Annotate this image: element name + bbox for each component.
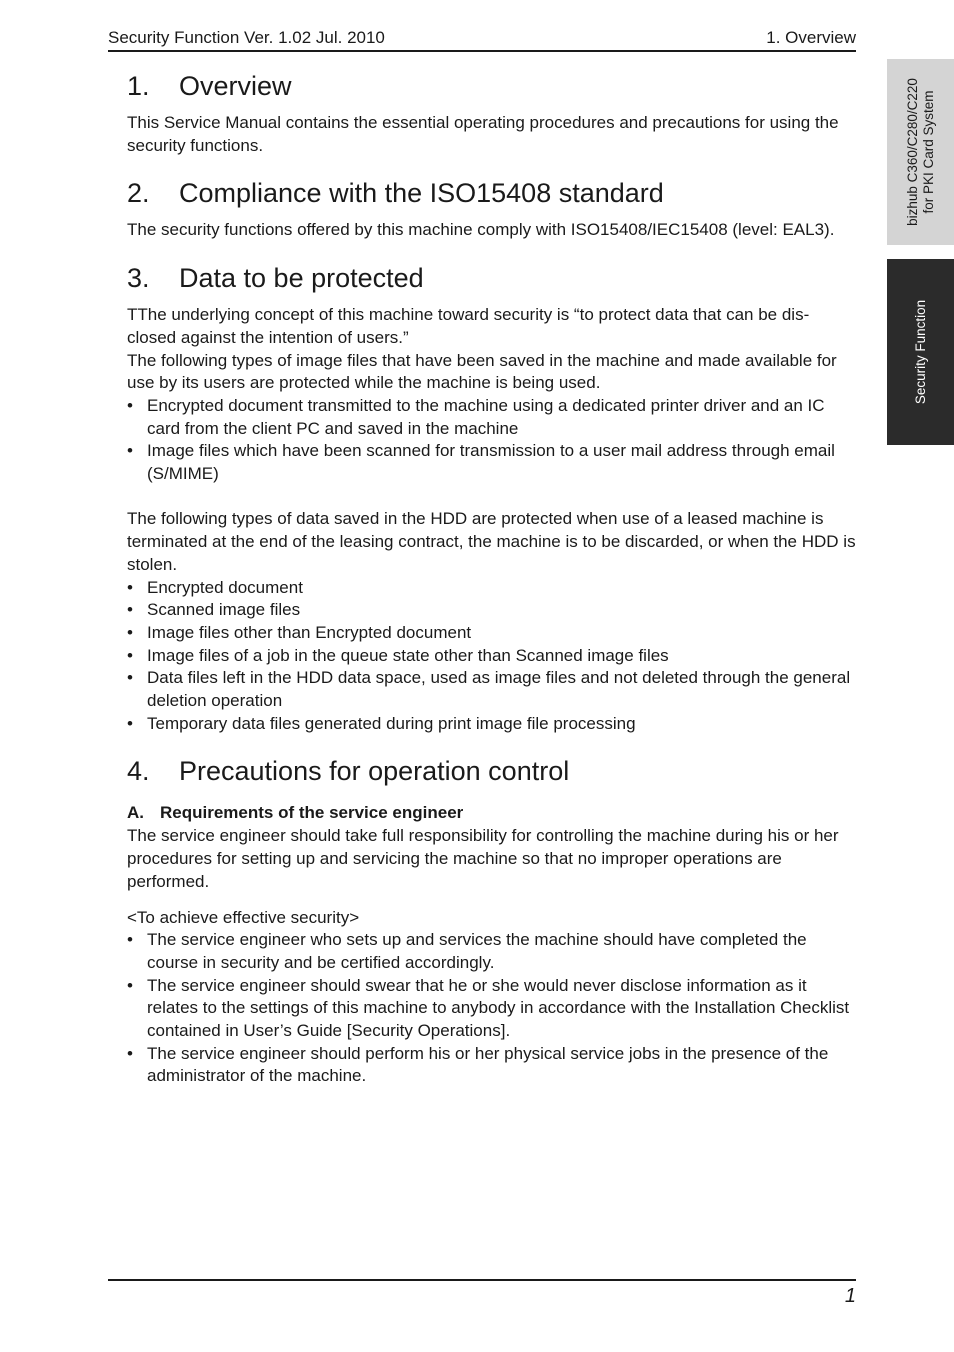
paragraph: <To achieve effective security> bbox=[127, 907, 360, 927]
paragraph: The security functions offered by this machine comply with ISO15408/IEC15408 (level: EAL3). bbox=[127, 220, 835, 240]
section-data-protected bbox=[127, 258, 857, 735]
page-content bbox=[127, 66, 857, 1088]
paragraph: The following types of image files that have been saved in the machine and made available for use by its users are protected while the machine is being used. bbox=[127, 350, 837, 393]
bullet-list bbox=[127, 395, 857, 486]
section-title: Overview bbox=[179, 71, 292, 101]
section-compliance bbox=[127, 173, 857, 242]
footer-rule bbox=[108, 1279, 856, 1281]
side-tab-section[interactable] bbox=[887, 259, 954, 445]
side-tab-model-line1: bizhub C360/C280/C220 bbox=[904, 78, 920, 226]
page-number: 1 bbox=[844, 1285, 856, 1307]
section-heading bbox=[127, 751, 857, 791]
section-title: Compliance with the ISO15408 standard bbox=[179, 178, 664, 209]
side-tab-model-label bbox=[905, 78, 937, 226]
side-tab-model[interactable] bbox=[887, 59, 954, 245]
list-item: • The service engineer should perform his or her physical service jobs in the presence of the administrator of the machine. bbox=[127, 1043, 857, 1088]
subsection-title: Requirements of the service engineer bbox=[160, 803, 464, 823]
section-heading bbox=[127, 66, 857, 106]
list-item: • Scanned image files bbox=[127, 599, 857, 622]
bullet-list bbox=[127, 929, 857, 1088]
section-heading bbox=[127, 173, 857, 213]
list-item: • The service engineer should swear that he or she would never disclose information as it relates to the settings of this machine to anybody in accordance with the Installation Checklist contained in User’s Guide [Security Operations]. bbox=[127, 975, 857, 1043]
bullet-list bbox=[127, 577, 857, 736]
list-item: • Image files of a job in the queue state other than Scanned image files bbox=[127, 645, 857, 668]
section-number: 2. bbox=[127, 178, 150, 209]
paragraph: The following types of data saved in the HDD are protected when use of a leased machine is terminated at the end of the leasing contract, the machine is to be discarded, or when the HDD is stolen. bbox=[127, 509, 856, 574]
paragraph: This Service Manual contains the essential operating procedures and precautions for using the security functions. bbox=[127, 113, 839, 155]
list-item: • Temporary data files generated during print image file processing bbox=[127, 713, 857, 736]
side-tab-model-line2: for PKI Card System bbox=[920, 90, 936, 214]
section-title: Data to be protected bbox=[179, 263, 424, 294]
section-number: 1. bbox=[127, 71, 150, 101]
section-heading bbox=[127, 258, 857, 298]
header-chapter-title: 1. Overview bbox=[766, 28, 856, 47]
section-overview bbox=[127, 66, 857, 157]
list-item: • Encrypted document bbox=[127, 577, 857, 600]
list-item: • Encrypted document transmitted to the machine using a dedicated printer driver and an IC card from the client PC and saved in the machine bbox=[127, 395, 857, 440]
section-precautions bbox=[127, 751, 857, 1088]
subsection-heading bbox=[127, 801, 857, 825]
list-item: • Image files other than Encrypted document bbox=[127, 622, 857, 645]
side-tab-section-label: Security Function bbox=[912, 299, 928, 405]
section-title: Precautions for operation control bbox=[179, 756, 570, 787]
subsection-number: A. bbox=[127, 803, 144, 823]
section-number: 4. bbox=[127, 756, 150, 787]
list-item: • The service engineer who sets up and services the machine should have completed the course in security and be certified accordingly. bbox=[127, 929, 857, 974]
list-item: • Image files which have been scanned for transmission to a user mail address through email (S/MIME) bbox=[127, 440, 857, 485]
page-header bbox=[108, 26, 856, 52]
list-item: • Data files left in the HDD data space, used as image files and not deleted through the general deletion operation bbox=[127, 667, 857, 712]
section-number: 3. bbox=[127, 263, 150, 294]
paragraph: TThe underlying concept of this machine toward security is “to protect data that can be dis-closed against the intention of users.” bbox=[127, 305, 810, 347]
paragraph: The service engineer should take full responsibility for controlling the machine during his or her procedures for setting up and servicing the machine so that no improper operations are performed. bbox=[127, 826, 839, 891]
header-document-title: Security Function Ver. 1.02 Jul. 2010 bbox=[108, 28, 385, 47]
